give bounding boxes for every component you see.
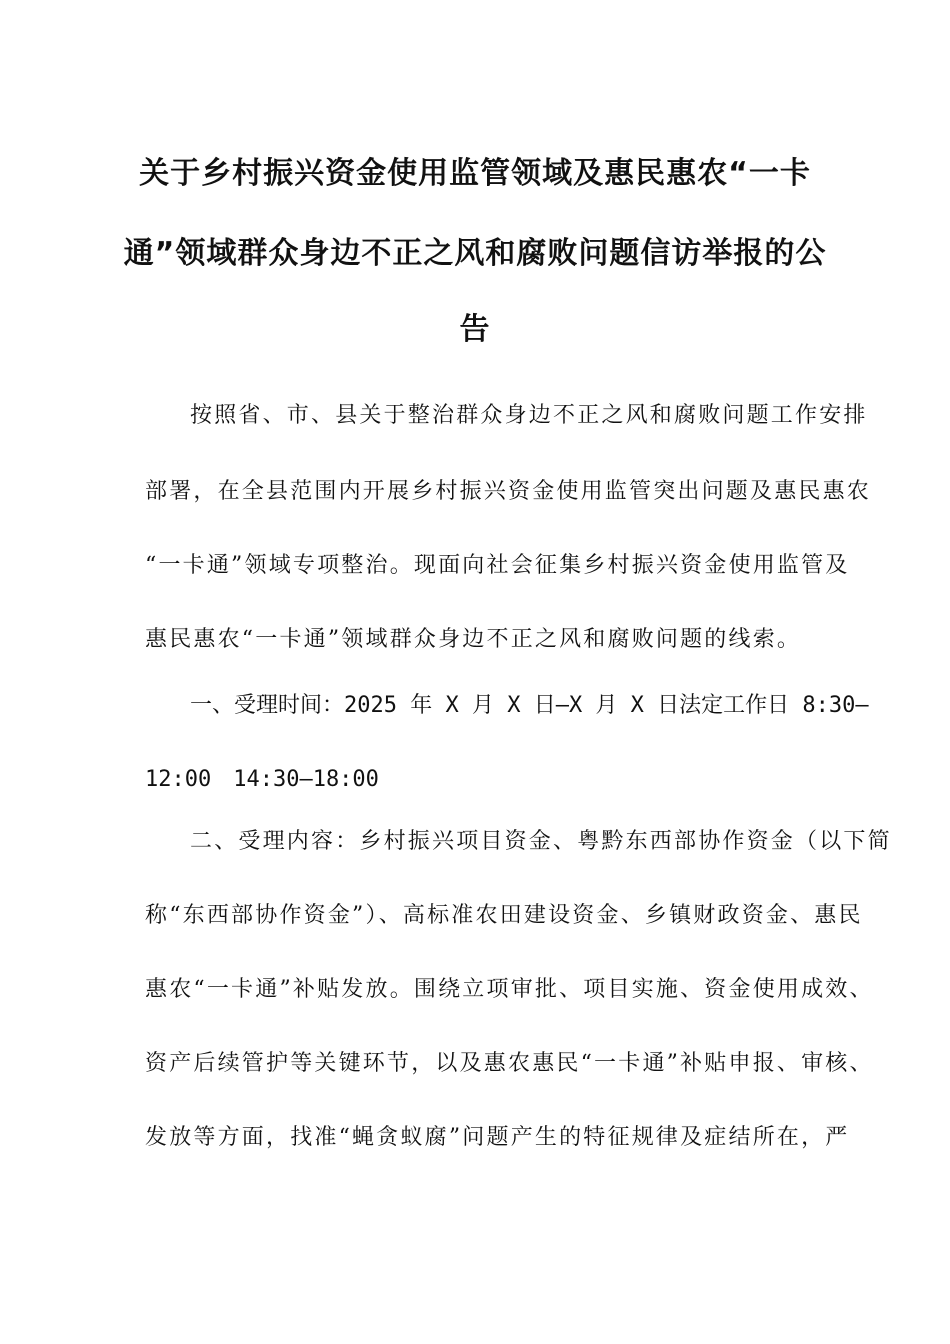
acceptance-time-line-1: 一、受理时间：2025 年 X 月 X 日—X 月 X 日法定工作日 8:30— — [190, 693, 869, 718]
paragraph-1-line-2: 部署，在全县范围内开展乡村振兴资金使用监管突出问题及惠民惠农 — [145, 479, 872, 504]
acceptance-content-line-4: 资产后续管护等关键环节，以及惠农惠民“一卡通”补贴申报、审核、 — [145, 1051, 874, 1076]
title-line-3: 告 — [459, 312, 491, 347]
acceptance-content-line-5: 发放等方面，找准“蝇贪蚁腐”问题产生的特征规律及症结所在，严 — [145, 1125, 850, 1150]
acceptance-time-line-2: 12:00 14:30—18:00 — [145, 767, 379, 792]
paragraph-1-line-3: “一卡通”领域专项整治。现面向社会征集乡村振兴资金使用监管及 — [145, 553, 850, 578]
acceptance-content-line-3: 惠农“一卡通”补贴发放。围绕立项审批、项目实施、资金使用成效、 — [145, 977, 874, 1002]
acceptance-content-line-2: 称“东西部协作资金”）、高标准农田建设资金、乡镇财政资金、惠民 — [145, 903, 863, 928]
acceptance-content-line-1: 二、受理内容：乡村振兴项目资金、粤黔东西部协作资金（以下简 — [190, 829, 892, 854]
paragraph-1-line-4: 惠民惠农“一卡通”领域群众身边不正之风和腐败问题的线索。 — [145, 627, 802, 652]
paragraph-1-line-1: 按照省、市、县关于整治群众身边不正之风和腐败问题工作安排 — [190, 403, 868, 428]
title-line-1: 关于乡村振兴资金使用监管领域及惠民惠农“一卡 — [139, 156, 811, 191]
title-line-2: 通”领域群众身边不正之风和腐败问题信访举报的公 — [123, 236, 827, 271]
